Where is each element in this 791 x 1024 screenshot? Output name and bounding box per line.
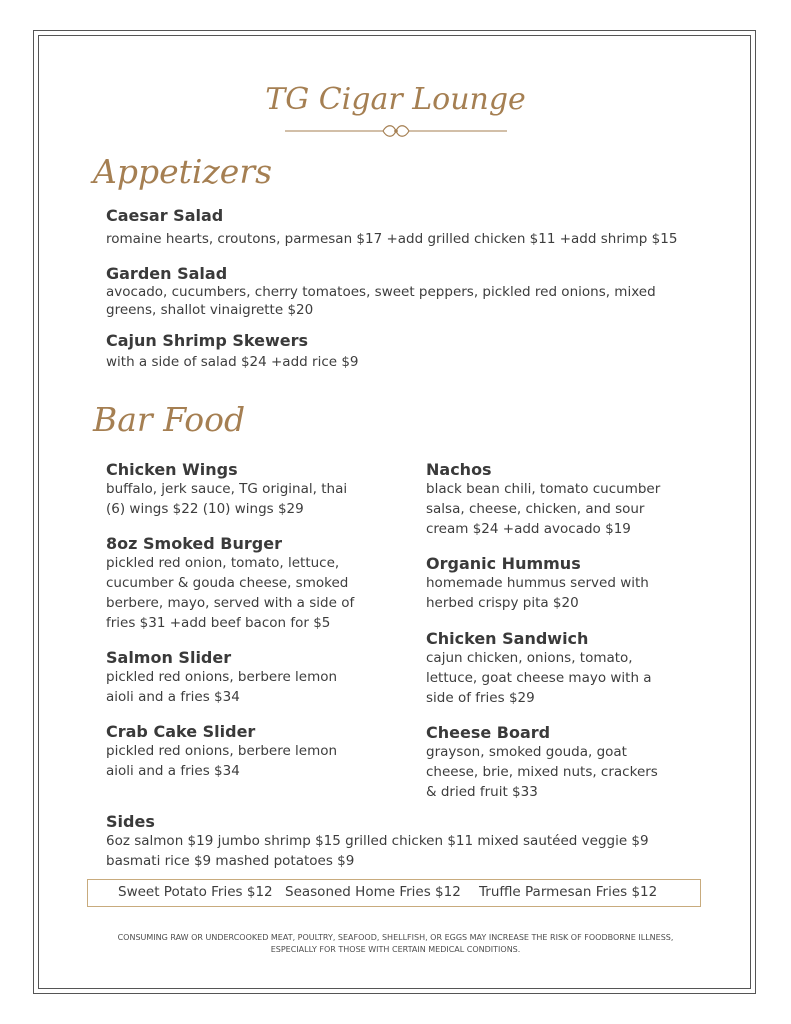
item-name: Salmon Slider [106, 648, 232, 667]
fries-item-truffle-parmesan: Truffle Parmesan Fries $12 [479, 884, 658, 900]
menu-item-chicken-sandwich [426, 629, 666, 708]
restaurant-title: TG Cigar Lounge [265, 82, 526, 117]
fries-item-seasoned-home: Seasoned Home Fries $12 [285, 884, 461, 900]
item-description: grayson, smoked gouda, goat cheese, brie, mixed nuts, crackers & dried fruit $33 [426, 744, 658, 800]
item-name: Cajun Shrimp Skewers [106, 331, 308, 350]
bar-food-heading: Bar Food [93, 400, 246, 439]
menu-item-salmon-slider [106, 648, 358, 707]
item-description: black bean chili, tomato cucumber salsa, cheese, chicken, and sour cream $24 +add avocado $19 [426, 481, 661, 537]
item-name: Crab Cake Slider [106, 722, 256, 741]
appetizers-heading: Appetizers [93, 152, 273, 191]
sides-section [106, 812, 706, 871]
flourish-divider-icon [283, 122, 509, 140]
menu-item-caesar-salad [106, 206, 706, 249]
item-description: avocado, cucumbers, cherry tomatoes, sweet peppers, pickled red onions, mixed greens, shallot vinaigrette $20 [106, 284, 656, 318]
item-name: Nachos [426, 460, 492, 479]
food-safety-disclaimer: CONSUMING RAW OR UNDERCOOKED MEAT, POULTRY, SEAFOOD, SHELLFISH, OR EGGS MAY INCREASE THE RISK OF FOODBORNE ILLNESS, ESPECIALLY FOR THOSE WITH CERTAIN MEDICAL CONDITIONS. [117, 933, 674, 954]
item-name: Caesar Salad [106, 206, 224, 225]
sides-line-2: basmati rice $9 mashed potatoes $9 [106, 853, 355, 869]
menu-item-nachos [426, 460, 666, 539]
sides-heading: Sides [106, 812, 155, 831]
item-name: Garden Salad [106, 264, 228, 283]
menu-item-garden-salad [106, 264, 661, 319]
item-description: with a side of salad $24 +add rice $9 [106, 354, 359, 370]
menu-item-cheese-board [426, 723, 670, 802]
sides-line-1: 6oz salmon $19 jumbo shrimp $15 grilled chicken $11 mixed sautéed veggie $9 [106, 833, 649, 849]
item-description: cajun chicken, onions, tomato, lettuce, goat cheese mayo with a side of fries $29 [426, 650, 652, 706]
item-description: buffalo, jerk sauce, TG original, thai (6) wings $22 (10) wings $29 [106, 481, 348, 517]
item-name: Cheese Board [426, 723, 551, 742]
menu-item-cajun-shrimp-skewers [106, 331, 606, 372]
item-description: homemade hummus served with herbed crispy pita $20 [426, 575, 649, 611]
item-name: Chicken Sandwich [426, 629, 589, 648]
fries-item-sweet-potato: Sweet Potato Fries $12 [118, 884, 273, 900]
item-name: Chicken Wings [106, 460, 238, 479]
menu-item-chicken-wings [106, 460, 358, 519]
menu-item-organic-hummus [426, 554, 666, 613]
item-name: Organic Hummus [426, 554, 581, 573]
item-description: pickled red onion, tomato, lettuce, cucumber & gouda cheese, smoked berbere, mayo, served with a side of fries $31 +add beef bacon for $5 [106, 555, 355, 631]
item-name: 8oz Smoked Burger [106, 534, 282, 553]
item-description: pickled red onions, berbere lemon aioli and a fries $34 [106, 669, 338, 705]
item-description: pickled red onions, berbere lemon aioli and a fries $34 [106, 743, 338, 779]
menu-item-crab-cake-slider [106, 722, 358, 781]
item-description: romaine hearts, croutons, parmesan $17 +add grilled chicken $11 +add shrimp $15 [106, 231, 678, 247]
menu-item-smoked-burger [106, 534, 364, 633]
